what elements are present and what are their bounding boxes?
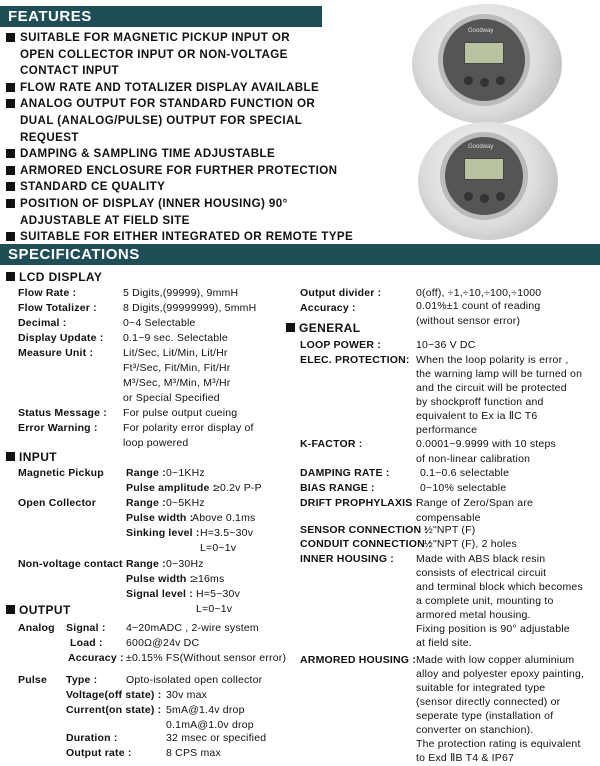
spec-label: ELEC. PROTECTION: <box>300 354 410 366</box>
features-list <box>6 30 366 246</box>
spec-value: 30v max <box>166 689 208 701</box>
spec-label: Accuracy : <box>68 652 124 664</box>
spec-value: For polarity error display of <box>123 422 254 434</box>
spec-value: of non-linear calibration <box>416 453 531 465</box>
spec-value: Above 0.1ms <box>192 512 256 524</box>
product-button-icon <box>480 194 489 203</box>
spec-label: Error Warning : <box>18 422 98 434</box>
feature-line: SUITABLE FOR MAGNETIC PICKUP INPUT OR <box>20 31 291 44</box>
spec-value: 0~4 Selectable <box>123 317 196 329</box>
spec-label: Output rate : <box>66 747 132 759</box>
specifications-header: SPECIFICATIONS <box>0 244 600 265</box>
output-title: OUTPUT <box>19 603 71 617</box>
spec-label: LOOP POWER : <box>300 339 381 351</box>
spec-label: Range : <box>126 497 166 509</box>
spec-label: Measure Unit : <box>18 347 94 359</box>
spec-label: INNER HOUSING : <box>300 553 395 565</box>
spec-value: (sensor directly connected) or <box>416 696 561 708</box>
spec-label: DAMPING RATE : <box>300 467 390 479</box>
spec-label: Signal level : <box>126 588 193 600</box>
spec-value: L=0~1v <box>196 603 233 615</box>
spec-value: ½"NPT (F), 2 holes <box>424 538 517 550</box>
spec-value: 5mA@1.4v drop <box>166 704 245 716</box>
bullet-square-icon <box>286 323 295 332</box>
spec-label: K-FACTOR : <box>300 438 363 450</box>
non-voltage-contact-label: Non-voltage contact <box>18 558 123 570</box>
spec-value: or Special Specified <box>123 392 220 404</box>
product-button-icon <box>464 76 473 85</box>
product-button-icon <box>480 78 489 87</box>
spec-label: Flow Rate : <box>18 287 77 299</box>
spec-value: the warning lamp will be turned on <box>416 368 583 380</box>
spec-label: BIAS RANGE : <box>300 482 375 494</box>
input-heading <box>6 450 57 464</box>
feature-item <box>6 30 366 80</box>
spec-value: equivalent to Ex ia ⅡC T6 <box>416 410 538 422</box>
bullet-square-icon <box>6 182 15 191</box>
bullet-square-icon <box>6 605 15 614</box>
spec-label: Signal : <box>66 622 106 634</box>
spec-label: Type : <box>66 674 98 686</box>
spec-label: Voltage(off state) : <box>66 689 162 701</box>
spec-label: Sinking level : <box>126 527 200 539</box>
spec-label: SENSOR CONNECTION : <box>300 524 429 536</box>
feature-line: ARMORED ENCLOSURE FOR FURTHER PROTECTION <box>20 163 338 177</box>
spec-label: Current(on state) : <box>66 704 162 716</box>
product-logo: Goodway <box>468 144 494 150</box>
spec-label: Display Update : <box>18 332 104 344</box>
spec-value: to Exd ⅡB T4 & IP67 <box>416 752 515 764</box>
spec-value: armored metal housing. <box>416 609 531 621</box>
spec-label: Pulse width : <box>126 573 194 585</box>
spec-value: by shockproff function and <box>416 396 544 408</box>
spec-value: H=5~30v <box>196 588 241 600</box>
spec-value: Fixing position is 90° adjustable <box>416 623 570 635</box>
bullet-square-icon <box>6 232 15 241</box>
bullet-square-icon <box>6 166 15 175</box>
spec-value: 0(off), ÷1,÷10,÷100,÷1000 <box>416 287 542 299</box>
feature-line: ADJUSTABLE AT FIELD SITE <box>20 213 190 227</box>
product-button-icon <box>464 192 473 201</box>
spec-value: Made with ABS black resin <box>416 553 546 565</box>
spec-label: Output divider : <box>300 287 382 299</box>
pulse-label: Pulse <box>18 674 48 686</box>
spec-label: Pulse amplitude : <box>126 482 217 494</box>
spec-value: 0~5KHz <box>166 497 205 509</box>
open-collector-label: Open Collector <box>18 497 97 509</box>
product-button-icon <box>496 192 505 201</box>
spec-label: ARMORED HOUSING : <box>300 654 416 666</box>
spec-label: DRIFT PROPHYLAXIS : <box>300 497 420 509</box>
spec-label: Duration : <box>66 732 118 744</box>
product-lcd-screen <box>464 158 504 180</box>
general-title: GENERAL <box>299 321 361 335</box>
spec-label: Load : <box>70 637 103 649</box>
feature-line: OPEN COLLECTOR INPUT OR NON-VOLTAGE <box>20 47 288 61</box>
spec-label: Range : <box>126 467 166 479</box>
product-photo-front <box>412 4 562 124</box>
spec-value: Range of Zero/Span are <box>416 497 534 509</box>
general-heading <box>286 321 360 335</box>
spec-value: consists of electrical circuit <box>416 567 547 579</box>
product-lcd-screen <box>464 42 504 64</box>
spec-value: and terminal block which becomes <box>416 581 583 593</box>
spec-label: Range : <box>126 558 166 570</box>
spec-value: ≥16ms <box>192 573 225 585</box>
bullet-square-icon <box>6 272 15 281</box>
spec-label: Decimal : <box>18 317 67 329</box>
spec-value: 5 Digits,(99999), 9mmH <box>123 287 239 299</box>
spec-value: ½"NPT (F) <box>424 524 476 536</box>
spec-value: Lit/Sec, Lit/Min, Lit/Hr <box>123 347 228 359</box>
spec-value: 10~36 V DC <box>416 339 476 351</box>
bullet-square-icon <box>6 199 15 208</box>
spec-value: loop powered <box>123 437 189 449</box>
bullet-square-icon <box>6 83 15 92</box>
spec-value: 0~30Hz <box>166 558 204 570</box>
spec-value: 0.1mA@1.0v drop <box>166 719 254 731</box>
feature-line: FLOW RATE AND TOTALIZER DISPLAY AVAILABLE <box>20 80 320 94</box>
spec-value: H=3.5~30v <box>200 527 254 539</box>
feature-line: POSITION OF DISPLAY (INNER HOUSING) 90° <box>20 196 288 210</box>
spec-label: Pulse width : <box>126 512 194 524</box>
feature-item <box>6 196 366 229</box>
feature-item <box>6 146 366 163</box>
spec-value: performance <box>416 424 478 436</box>
feature-line: SUITABLE FOR EITHER INTEGRATED OR REMOTE TYPE <box>20 230 354 244</box>
feature-item <box>6 96 366 146</box>
product-logo: Goodway <box>468 28 494 34</box>
feature-line: DUAL (ANALOG/PULSE) OUTPUT FOR SPECIAL <box>20 113 303 127</box>
spec-value: and the circuit will be protected <box>416 382 567 394</box>
spec-value: alloy and polyester epoxy painting, <box>416 668 585 680</box>
output-heading <box>6 603 71 617</box>
feature-item <box>6 179 366 196</box>
spec-value: converter on stanchion). <box>416 724 534 736</box>
feature-line: DAMPING & SAMPLING TIME ADJUSTABLE <box>20 147 276 161</box>
spec-value: 600Ω@24v DC <box>126 637 200 649</box>
feature-line: REQUEST <box>20 130 79 144</box>
spec-value: 0.1~0.6 selectable <box>420 467 510 479</box>
spec-value: compensable <box>416 512 481 524</box>
spec-value: 0.0001~9.9999 with 10 steps <box>416 438 556 450</box>
bullet-square-icon <box>6 33 15 42</box>
spec-value: ≥0.2v P-P <box>214 482 262 494</box>
product-photo-angled <box>418 122 558 240</box>
spec-value: L=0~1v <box>200 542 237 554</box>
magnetic-pickup-label: Magnetic Pickup <box>18 467 104 479</box>
spec-value: a complete unit, mounting to <box>416 595 554 607</box>
feature-line: ANALOG OUTPUT FOR STANDARD FUNCTION OR <box>20 97 316 111</box>
spec-value: Made with low copper aluminium <box>416 654 575 666</box>
features-header: FEATURES <box>0 6 322 27</box>
spec-value: 8 CPS max <box>166 747 221 759</box>
spec-value: at field site. <box>416 637 472 649</box>
spec-value: M³/Sec, M³/Min, M³/Hr <box>123 377 231 389</box>
spec-value: 4~20mADC , 2-wire system <box>126 622 259 634</box>
bullet-square-icon <box>6 99 15 108</box>
spec-value: suitable for integrated type <box>416 682 546 694</box>
analog-label: Analog <box>18 622 55 634</box>
bullet-square-icon <box>6 149 15 158</box>
lcd-display-title: LCD DISPLAY <box>19 270 103 284</box>
bullet-square-icon <box>6 452 15 461</box>
spec-value: 0~10% selectable <box>420 482 507 494</box>
spec-value: 8 Digits,(99999999), 5mmH <box>123 302 257 314</box>
spec-label: Status Message : <box>18 407 107 419</box>
spec-label: CONDUIT CONNECTION : <box>300 538 432 550</box>
spec-value: seperate type (installation of <box>416 710 554 722</box>
feature-item <box>6 163 366 180</box>
spec-value: 32 msec or specified <box>166 732 267 744</box>
spec-value: Ft³/Sec, Fit/Min, Fit/Hr <box>123 362 231 374</box>
spec-value: The protection rating is equivalent <box>416 738 581 750</box>
spec-value: For pulse output cueing <box>123 407 238 419</box>
spec-value: 0~1KHz <box>166 467 205 479</box>
lcd-display-heading <box>6 270 102 284</box>
feature-item <box>6 80 366 97</box>
product-button-icon <box>496 76 505 85</box>
input-title: INPUT <box>19 450 57 464</box>
feature-line: CONTACT INPUT <box>20 64 120 78</box>
spec-value: (without sensor error) <box>416 315 521 327</box>
spec-label: Flow Totalizer : <box>18 302 97 314</box>
spec-value: ±0.15% FS(Without sensor error) <box>126 652 287 664</box>
spec-value: When the loop polarity is error , <box>416 354 569 366</box>
spec-value: Opto-isolated open collector <box>126 674 263 686</box>
spec-value: 0.01%±1 count of reading <box>416 300 541 312</box>
spec-label: Accuracy : <box>300 302 356 314</box>
feature-line: STANDARD CE QUALITY <box>20 180 166 194</box>
spec-value: 0.1~9 sec. Selectable <box>123 332 228 344</box>
